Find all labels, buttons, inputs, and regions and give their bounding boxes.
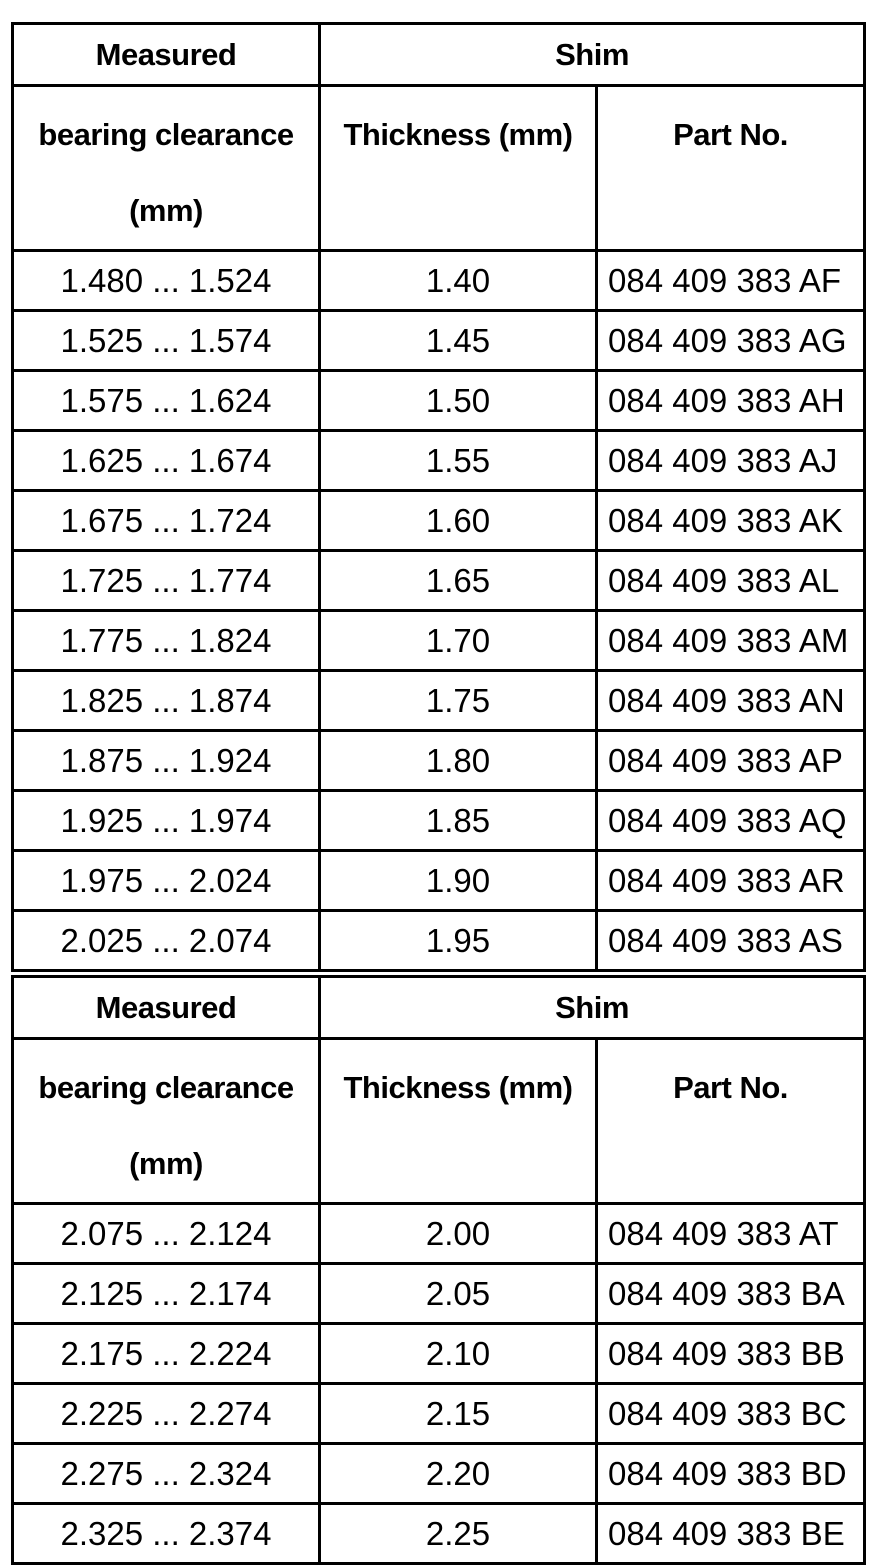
cell-clearance: 1.975 ... 2.024 [13, 851, 320, 911]
cell-part-no: 084 409 383 AQ [597, 791, 865, 851]
cell-thickness: 1.90 [320, 851, 597, 911]
header-thickness: Thickness (mm) [320, 1039, 597, 1204]
cell-clearance: 1.575 ... 1.624 [13, 371, 320, 431]
table-row [13, 1264, 865, 1324]
header-part-no: Part No. [597, 86, 865, 251]
cell-thickness: 2.15 [320, 1384, 597, 1444]
header-unit-mm: (mm) [129, 1146, 203, 1181]
cell-clearance: 2.325 ... 2.374 [13, 1504, 320, 1564]
cell-part-no: 084 409 383 BC [597, 1384, 865, 1444]
table-row [13, 371, 865, 431]
header-measured: Measured [13, 977, 320, 1039]
cell-thickness: 1.70 [320, 611, 597, 671]
cell-thickness: 1.60 [320, 491, 597, 551]
cell-clearance: 2.275 ... 2.324 [13, 1444, 320, 1504]
cell-clearance: 2.225 ... 2.274 [13, 1384, 320, 1444]
table-row [13, 1444, 865, 1504]
cell-clearance: 1.875 ... 1.924 [13, 731, 320, 791]
table-body [13, 251, 865, 971]
table-row [13, 851, 865, 911]
table-row [13, 731, 865, 791]
cell-thickness: 1.65 [320, 551, 597, 611]
header-shim-group: Shim [320, 977, 865, 1039]
cell-thickness: 2.00 [320, 1204, 597, 1264]
cell-thickness: 1.85 [320, 791, 597, 851]
table-row [13, 611, 865, 671]
header-unit-mm: (mm) [129, 193, 203, 228]
cell-part-no: 084 409 383 AP [597, 731, 865, 791]
cell-clearance: 2.025 ... 2.074 [13, 911, 320, 971]
cell-thickness: 1.55 [320, 431, 597, 491]
cell-thickness: 1.95 [320, 911, 597, 971]
header-shim-group: Shim [320, 24, 865, 86]
cell-clearance: 1.525 ... 1.574 [13, 311, 320, 371]
cell-thickness: 1.40 [320, 251, 597, 311]
cell-part-no: 084 409 383 AJ [597, 431, 865, 491]
table-row [13, 1204, 865, 1264]
table-row [13, 1324, 865, 1384]
cell-clearance: 1.775 ... 1.824 [13, 611, 320, 671]
cell-part-no: 084 409 383 BE [597, 1504, 865, 1564]
header-bearing-clearance [13, 86, 320, 251]
cell-part-no: 084 409 383 BB [597, 1324, 865, 1384]
table-row [13, 1384, 865, 1444]
table-row [13, 1504, 865, 1564]
table-row [13, 491, 865, 551]
cell-thickness: 2.10 [320, 1324, 597, 1384]
cell-thickness: 2.20 [320, 1444, 597, 1504]
cell-part-no: 084 409 383 AH [597, 371, 865, 431]
cell-clearance: 1.725 ... 1.774 [13, 551, 320, 611]
cell-part-no: 084 409 383 AN [597, 671, 865, 731]
table-body [13, 1204, 865, 1564]
cell-clearance: 1.480 ... 1.524 [13, 251, 320, 311]
shim-table-2 [11, 975, 866, 1565]
cell-part-no: 084 409 383 AM [597, 611, 865, 671]
cell-clearance: 1.825 ... 1.874 [13, 671, 320, 731]
cell-clearance: 1.675 ... 1.724 [13, 491, 320, 551]
header-bearing-clearance-label: bearing clearance [38, 1070, 294, 1105]
header-thickness: Thickness (mm) [320, 86, 597, 251]
cell-part-no: 084 409 383 AS [597, 911, 865, 971]
header-measured: Measured [13, 24, 320, 86]
table-row [13, 431, 865, 491]
cell-thickness: 1.50 [320, 371, 597, 431]
table-row [13, 311, 865, 371]
cell-part-no: 084 409 383 BA [597, 1264, 865, 1324]
table-row [13, 551, 865, 611]
cell-clearance: 1.625 ... 1.674 [13, 431, 320, 491]
cell-part-no: 084 409 383 BD [597, 1444, 865, 1504]
header-part-no: Part No. [597, 1039, 865, 1204]
cell-clearance: 2.125 ... 2.174 [13, 1264, 320, 1324]
cell-thickness: 2.05 [320, 1264, 597, 1324]
cell-clearance: 1.925 ... 1.974 [13, 791, 320, 851]
cell-part-no: 084 409 383 AR [597, 851, 865, 911]
cell-part-no: 084 409 383 AL [597, 551, 865, 611]
cell-thickness: 1.45 [320, 311, 597, 371]
table-row [13, 791, 865, 851]
cell-thickness: 1.80 [320, 731, 597, 791]
header-bearing-clearance [13, 1039, 320, 1204]
cell-thickness: 1.75 [320, 671, 597, 731]
shim-table-1 [11, 22, 866, 972]
header-bearing-clearance-label: bearing clearance [38, 117, 294, 152]
table-row [13, 671, 865, 731]
cell-part-no: 084 409 383 AK [597, 491, 865, 551]
cell-clearance: 2.175 ... 2.224 [13, 1324, 320, 1384]
cell-part-no: 084 409 383 AT [597, 1204, 865, 1264]
cell-part-no: 084 409 383 AF [597, 251, 865, 311]
cell-part-no: 084 409 383 AG [597, 311, 865, 371]
cell-thickness: 2.25 [320, 1504, 597, 1564]
cell-clearance: 2.075 ... 2.124 [13, 1204, 320, 1264]
table-row [13, 911, 865, 971]
table-row [13, 251, 865, 311]
